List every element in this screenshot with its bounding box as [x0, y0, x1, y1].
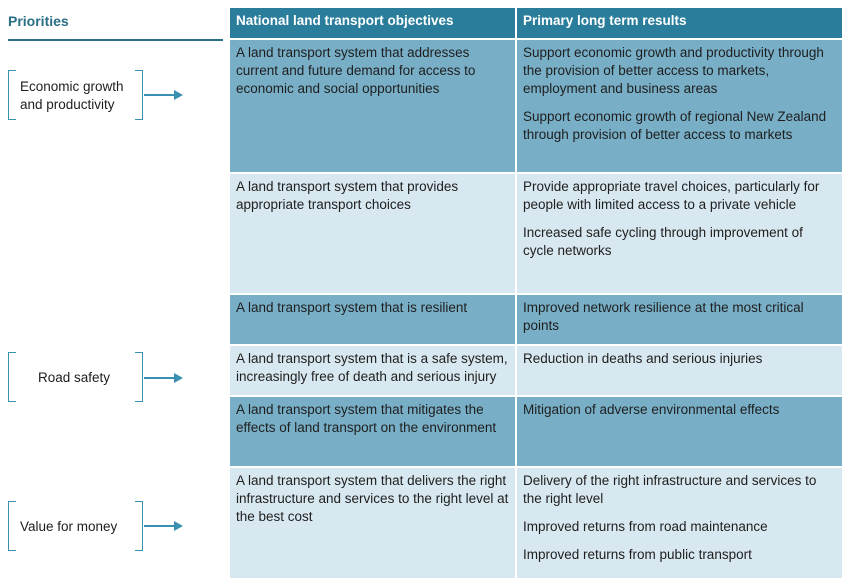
results-cell — [517, 397, 842, 466]
arrow-right-icon — [144, 377, 175, 379]
objective-cell: A land transport system that is a safe system, increasingly free of death and serious injury — [230, 346, 517, 395]
objective-cell: A land transport system that is resilient — [230, 295, 517, 344]
column-header-results: Primary long term results — [523, 13, 687, 28]
arrow-right-icon — [144, 525, 175, 527]
table-row — [230, 468, 842, 578]
objective-cell: A land transport system that provides appropriate transport choices — [230, 174, 517, 293]
objective-cell: A land transport system that mitigates the effects of land transport on the environment — [230, 397, 517, 466]
priority-label: Road safety — [38, 369, 111, 385]
result-item: Mitigation of adverse environmental effects — [523, 402, 780, 417]
results-cell — [517, 174, 842, 293]
bracket-left — [8, 70, 16, 120]
priority-road-safety — [8, 352, 144, 402]
bracket-left — [8, 501, 16, 551]
results-cell — [517, 346, 842, 395]
objective-cell: A land transport system that addresses current and future demand for access to economic and social opportunities — [230, 40, 517, 172]
table-row — [230, 40, 842, 174]
results-cell — [517, 468, 842, 578]
table-row — [230, 174, 842, 295]
result-item: Support economic growth of regional New Zealand through provision of better access to markets — [523, 109, 827, 142]
result-item: Increased safe cycling through improvement of cycle networks — [523, 225, 803, 258]
result-item: Delivery of the right infrastructure and services to the right level — [523, 473, 817, 506]
result-item: Provide appropriate travel choices, particularly for people with limited access to a private vehicle — [523, 179, 820, 212]
result-item: Support economic growth and productivity through the provision of better access to markets, employment and business areas — [523, 45, 824, 96]
results-cell — [517, 40, 842, 172]
bracket-left — [8, 352, 16, 402]
priority-economic-growth — [8, 70, 144, 120]
result-item: Improved returns from road maintenance — [523, 519, 768, 534]
priority-value-for-money — [8, 501, 144, 551]
results-cell — [517, 295, 842, 344]
arrow-right-icon — [144, 94, 175, 96]
bracket-right — [135, 352, 143, 402]
table-row — [230, 397, 842, 468]
bracket-right — [135, 501, 143, 551]
result-item: Improved returns from public transport — [523, 547, 752, 562]
priorities-heading: Priorities — [8, 13, 69, 29]
objectives-table — [230, 8, 842, 578]
priority-label: Value for money — [20, 518, 118, 534]
priority-label: Economic growth and productivity — [20, 78, 124, 112]
table-header-row — [230, 8, 842, 40]
result-item: Improved network resilience at the most critical points — [523, 300, 804, 333]
column-header-objectives: National land transport objectives — [230, 8, 517, 38]
objective-cell: A land transport system that delivers the right infrastructure and services to the right level at the best cost — [230, 468, 517, 578]
priorities-divider — [8, 39, 223, 41]
result-item: Reduction in deaths and serious injuries — [523, 351, 763, 366]
table-row — [230, 295, 842, 346]
table-row — [230, 346, 842, 397]
